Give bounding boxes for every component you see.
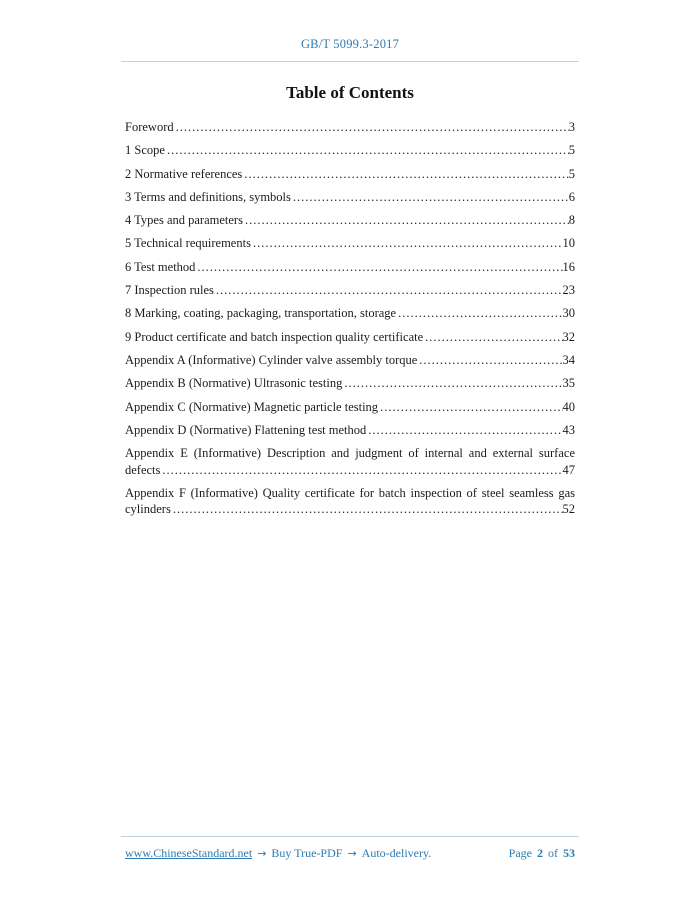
toc-entry-page: 3: [568, 120, 575, 134]
toc-entry-appendix-e[interactable]: [125, 445, 575, 478]
toc-entry-marking-coating[interactable]: [125, 305, 575, 322]
page-footer: [0, 836, 700, 906]
toc-entry-page: 47: [562, 462, 575, 477]
toc-entry-page: 32: [562, 329, 575, 344]
toc-entry-label: 8 Marking, coating, packaging, transportation, storage: [125, 306, 397, 321]
toc-entry-label: 2 Normative references: [125, 166, 243, 181]
toc-entry-label: 7 Inspection rules: [125, 283, 214, 298]
toc-dot-leader: [197, 259, 562, 276]
toc-entry-page: 52: [562, 502, 575, 517]
toc-dot-leader: [293, 189, 569, 206]
page-indicator: [509, 846, 575, 861]
toc-entry-label-line2: cylinders: [125, 502, 171, 517]
toc-entry-product-certificate[interactable]: [125, 329, 575, 346]
toc-dot-leader: [216, 282, 563, 299]
toc-entry-label-line1: Appendix E (Informative) Description and judgment of internal and external surface: [125, 446, 575, 461]
toc-entry-page: 34: [562, 352, 575, 367]
footer-promo: [125, 846, 431, 861]
toc-entry-label: Foreword: [125, 120, 174, 134]
page-current: 2: [537, 846, 543, 860]
footer-action-buy: Buy True-PDF: [271, 846, 343, 860]
toc-dot-leader: [344, 375, 562, 392]
page-total: 53: [563, 846, 575, 860]
toc-entry-page: 5: [568, 166, 575, 181]
toc-entry-page: 16: [562, 259, 575, 274]
site-link[interactable]: www.ChineseStandard.net: [125, 846, 253, 860]
toc-dot-leader: [245, 212, 569, 229]
toc-entry-page: 30: [562, 306, 575, 321]
toc-entry-label: Appendix C (Normative) Magnetic particle testing: [125, 399, 379, 414]
toc-entry-page: 5: [568, 143, 575, 158]
toc-entry-label: 1 Scope: [125, 143, 165, 158]
toc-entry-foreword[interactable]: [125, 119, 575, 136]
toc-entry-scope[interactable]: [125, 142, 575, 159]
toc-entry-appendix-f[interactable]: [125, 485, 575, 518]
toc-entry-terms-definitions[interactable]: [125, 189, 575, 206]
toc-dot-leader: [425, 329, 562, 346]
toc-entry-page: 10: [562, 236, 575, 251]
toc-dot-leader: [167, 142, 569, 159]
of-label: of: [548, 846, 558, 860]
page-label: Page: [508, 846, 532, 860]
toc-entry-appendix-a[interactable]: [125, 352, 575, 369]
toc-entry-page: 43: [562, 422, 575, 437]
toc-entry-inspection-rules[interactable]: [125, 282, 575, 299]
toc-entry-technical-requirements[interactable]: [125, 235, 575, 252]
toc-entry-label-line2: defects: [125, 462, 161, 477]
toc-dot-leader: [368, 422, 562, 439]
toc-dot-leader: [253, 235, 563, 252]
footer-action-delivery: Auto-delivery.: [361, 846, 432, 860]
page-title: Table of Contents: [286, 83, 414, 102]
toc-entry-page: 40: [562, 399, 575, 414]
toc-entry-label-line1: Appendix F (Informative) Quality certificate for batch inspection of steel seamless gas: [125, 485, 575, 500]
toc-dot-leader: [380, 399, 562, 416]
toc-entry-normative-references[interactable]: [125, 166, 575, 183]
toc-entry-label: 4 Types and parameters: [125, 213, 243, 228]
toc-entry-label: Appendix D (Normative) Flattening test method: [125, 422, 367, 437]
toc-entry-appendix-d[interactable]: [125, 422, 575, 439]
arrow-right-icon: →: [347, 847, 357, 860]
toc-entry-page: 23: [562, 283, 575, 298]
toc-entry-label: Appendix A (Informative) Cylinder valve assembly torque: [125, 352, 418, 367]
toc-entry-test-method[interactable]: [125, 259, 575, 276]
doc-number: GB/T 5099.3-2017: [300, 37, 400, 51]
toc-dot-leader: [173, 501, 563, 518]
toc-dot-leader: [419, 352, 562, 369]
toc-entry-label: 6 Test method: [125, 259, 196, 274]
toc-entry-appendix-c[interactable]: [125, 399, 575, 416]
toc-dot-leader: [176, 119, 569, 136]
toc-dot-leader: [244, 166, 568, 183]
toc-entry-label: 5 Technical requirements: [125, 236, 251, 251]
toc-entry-page: 35: [562, 376, 575, 391]
toc-entry-types-parameters[interactable]: [125, 212, 575, 229]
arrow-right-icon: →: [257, 847, 267, 860]
toc-entry-page: 6: [568, 189, 575, 204]
header-divider: [121, 61, 579, 62]
toc-entry-label: 9 Product certificate and batch inspection quality certificate: [125, 329, 424, 344]
toc-entry-page: 8: [568, 213, 575, 228]
toc-entry-appendix-b[interactable]: [125, 375, 575, 392]
table-of-contents: [125, 119, 575, 518]
toc-entry-label: Appendix B (Normative) Ultrasonic testing: [125, 376, 343, 391]
toc-dot-leader: [398, 305, 562, 322]
footer-divider: [121, 836, 579, 837]
page-header: [0, 0, 700, 62]
toc-entry-label: 3 Terms and definitions, symbols: [125, 189, 291, 204]
toc-dot-leader: [162, 462, 562, 479]
